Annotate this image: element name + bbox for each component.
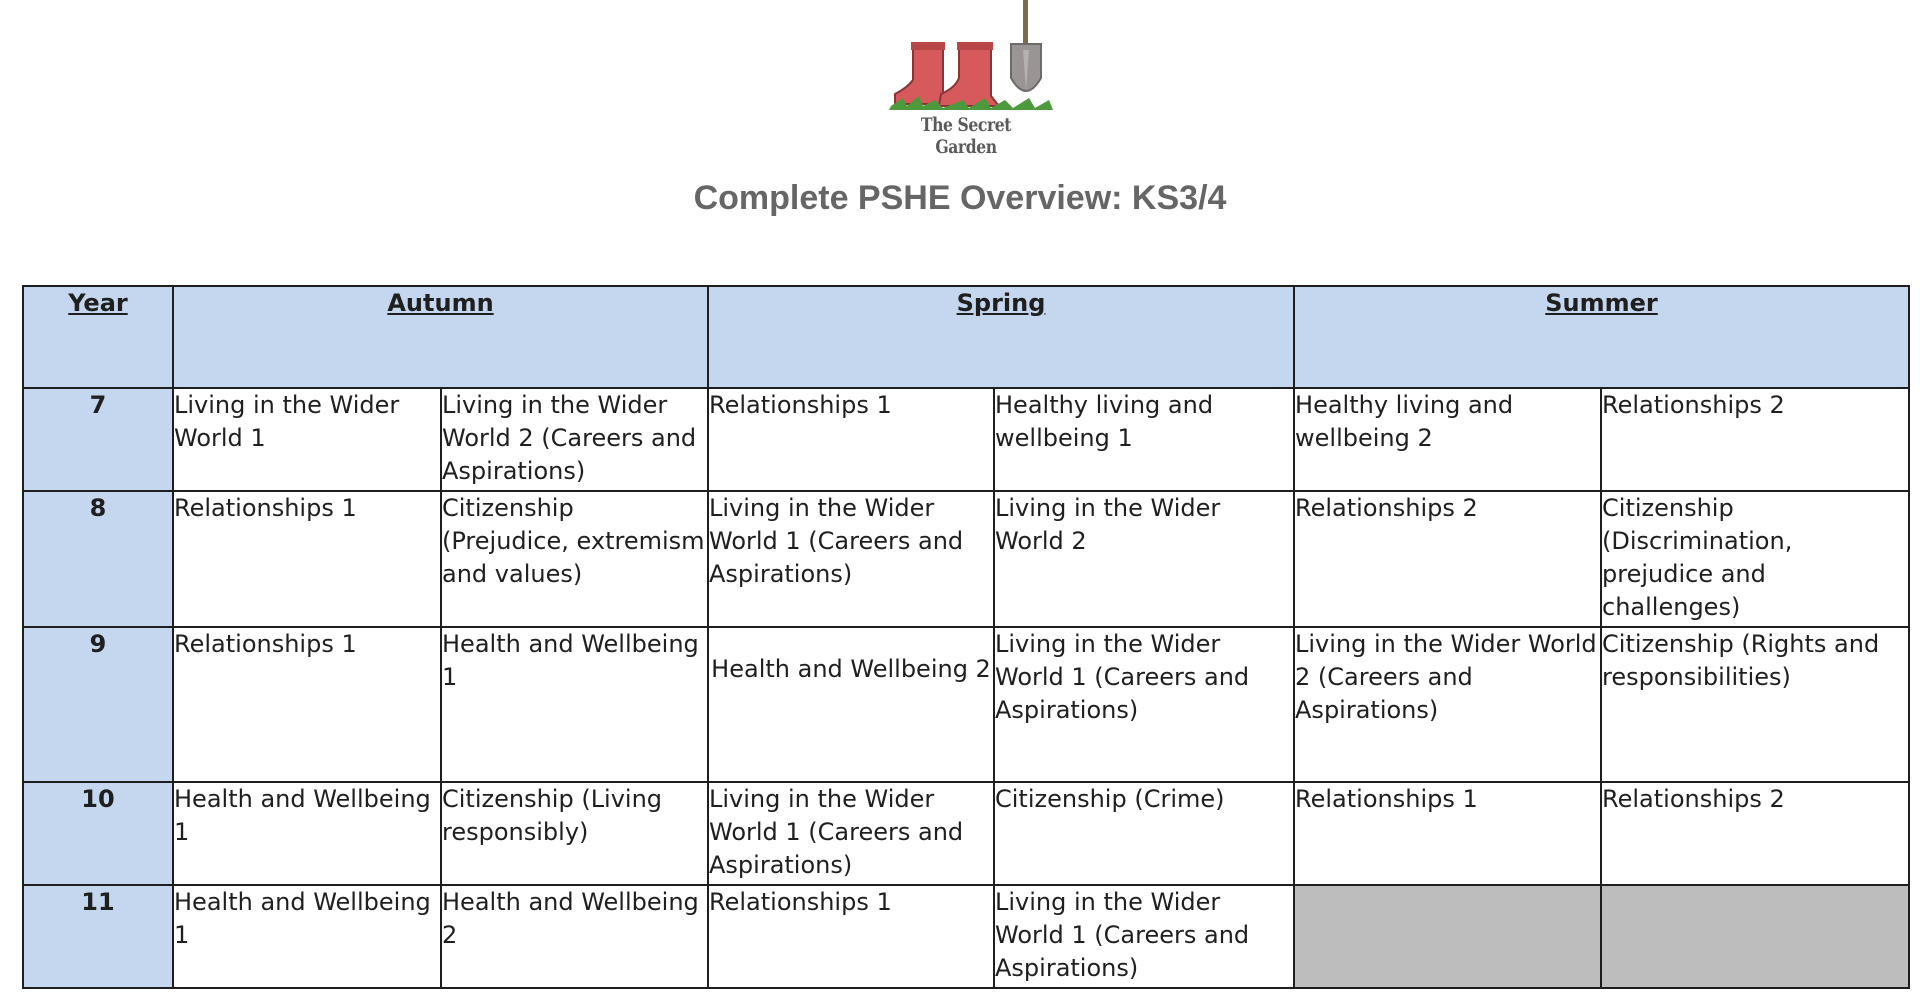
- page-title: Complete PSHE Overview: KS3/4: [693, 179, 1227, 217]
- boots-and-spade-icon: [873, 0, 1059, 114]
- topic-cell: Relationships 1: [173, 627, 441, 782]
- empty-cell: [1294, 885, 1601, 988]
- table-row: [23, 627, 1909, 782]
- topic-cell: Relationships 1: [1294, 782, 1601, 885]
- header-spring: Spring: [708, 286, 1294, 388]
- year-cell: 9: [23, 627, 173, 782]
- topic-cell: Citizenship (Living responsibly): [441, 782, 708, 885]
- table-row: [23, 388, 1909, 491]
- topic-cell: Living in the Wider World 1 (Careers and Aspirations): [994, 627, 1294, 782]
- table-row: [23, 491, 1909, 627]
- topic-cell: Health and Wellbeing 2: [441, 885, 708, 988]
- topic-cell: Health and Wellbeing 1: [441, 627, 708, 782]
- topic-cell: Living in the Wider World 1 (Careers and Aspirations): [994, 885, 1294, 988]
- topic-cell: Relationships 2: [1294, 491, 1601, 627]
- header-year: Year: [23, 286, 173, 388]
- topic-cell: Living in the Wider World 2: [994, 491, 1294, 627]
- pshe-overview-table: [22, 285, 1910, 989]
- topic-cell: Healthy living and wellbeing 2: [1294, 388, 1601, 491]
- topic-cell: Relationships 1: [173, 491, 441, 627]
- topic-cell: Living in the Wider World 2 (Careers and Aspirations): [441, 388, 708, 491]
- topic-cell: Citizenship (Prejudice, extremism and values): [441, 491, 708, 627]
- table-row: [23, 782, 1909, 885]
- topic-cell: Living in the Wider World 1: [173, 388, 441, 491]
- topic-cell: Living in the Wider World 2 (Careers and Aspirations): [1294, 627, 1601, 782]
- topic-cell: Citizenship (Discrimination, prejudice and challenges): [1601, 491, 1909, 627]
- topic-cell: Health and Wellbeing 1: [173, 885, 441, 988]
- topic-cell: Relationships 1: [708, 388, 994, 491]
- topic-cell: Healthy living and wellbeing 1: [994, 388, 1294, 491]
- year-cell: 7: [23, 388, 173, 491]
- topic-cell: Living in the Wider World 1 (Careers and Aspirations): [708, 491, 994, 627]
- topic-cell: Health and Wellbeing 2: [708, 627, 994, 782]
- topic-cell: Relationships 2: [1601, 388, 1909, 491]
- logo-text: The Secret Garden: [920, 114, 1012, 158]
- school-logo: [873, 0, 1059, 158]
- topic-cell: Health and Wellbeing 1: [173, 782, 441, 885]
- year-cell: 11: [23, 885, 173, 988]
- year-cell: 10: [23, 782, 173, 885]
- year-cell: 8: [23, 491, 173, 627]
- topic-cell: Relationships 1: [708, 885, 994, 988]
- header-row: [23, 286, 1909, 388]
- empty-cell: [1601, 885, 1909, 988]
- topic-cell: Citizenship (Rights and responsibilities): [1601, 627, 1909, 782]
- header-autumn: Autumn: [173, 286, 708, 388]
- topic-cell: Relationships 2: [1601, 782, 1909, 885]
- header-summer: Summer: [1294, 286, 1909, 388]
- topic-cell: Citizenship (Crime): [994, 782, 1294, 885]
- table-row: [23, 885, 1909, 988]
- topic-cell: Living in the Wider World 1 (Careers and Aspirations): [708, 782, 994, 885]
